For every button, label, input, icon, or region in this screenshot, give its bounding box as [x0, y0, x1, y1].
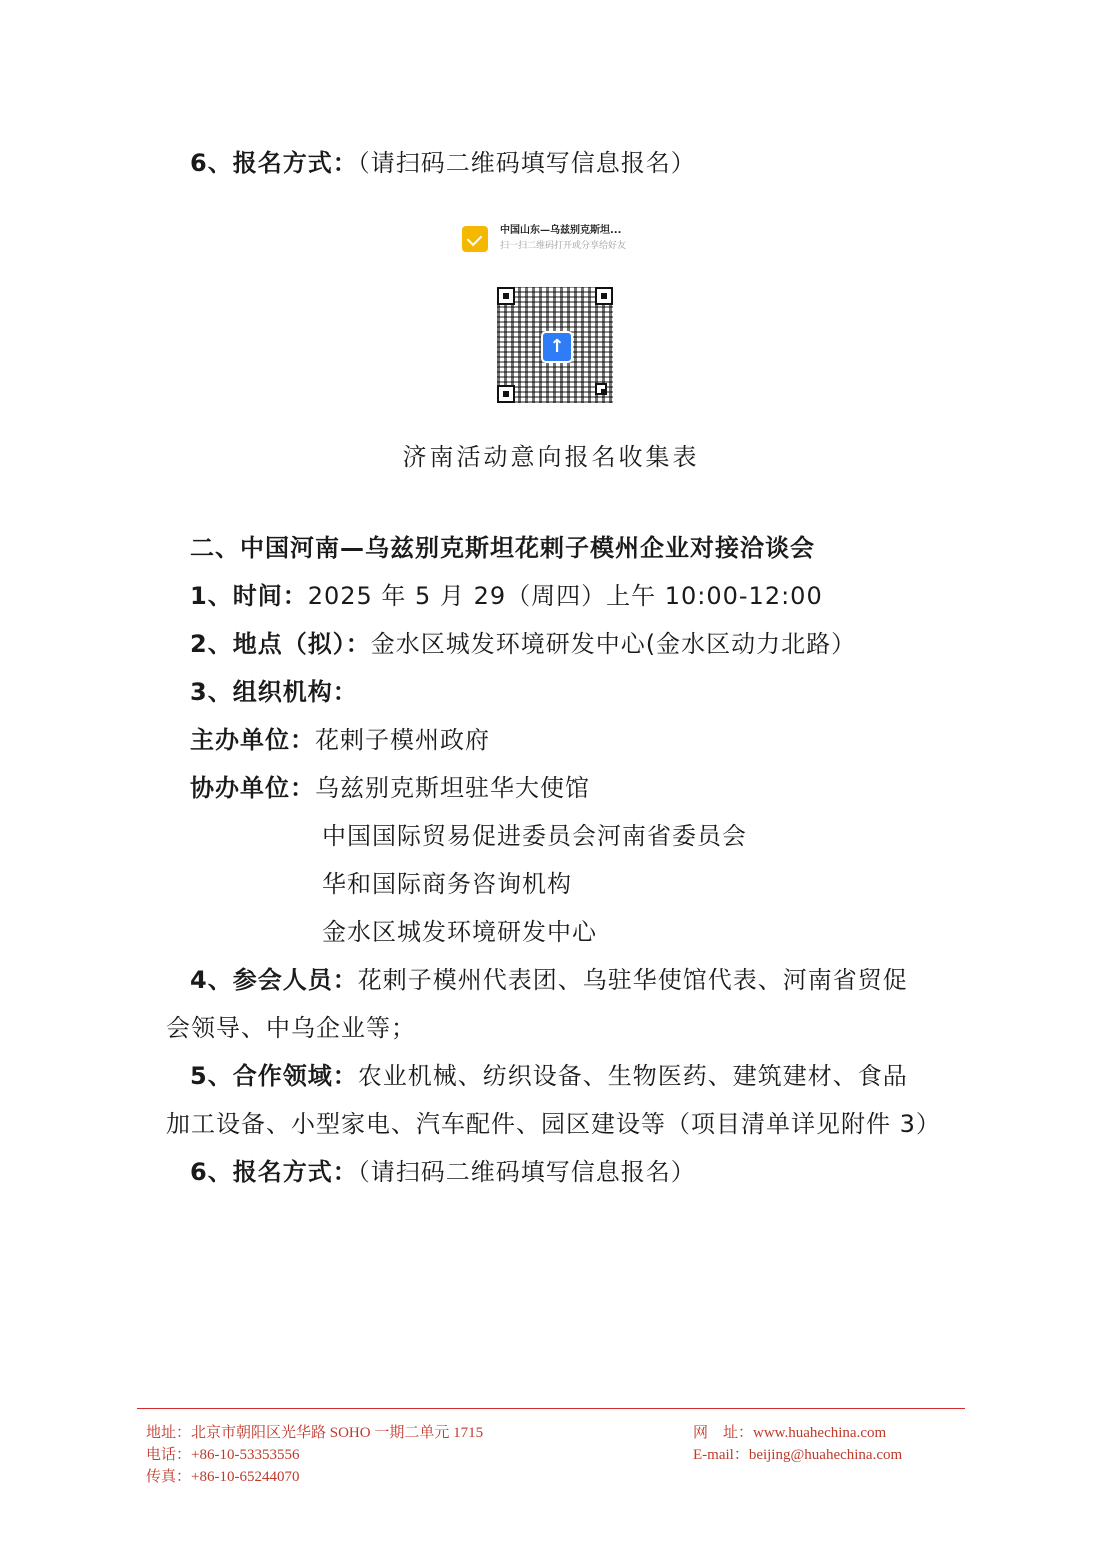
organization-label: 3、组织机构：	[190, 678, 358, 706]
footer-website[interactable]: 网 址：www.huahechina.com	[693, 1425, 887, 1441]
footer-phone: 电话：+86-10-53353556	[146, 1447, 300, 1463]
attendees-label: 4、参会人员：	[190, 966, 358, 994]
time-line	[190, 579, 823, 613]
signup-method-label: 6、报名方式：	[190, 149, 358, 177]
co-organizer-item: 金水区城发环境研发中心	[322, 918, 597, 946]
attendees-value: 花剌子模州代表团、乌驻华使馆代表、河南省贸促	[357, 966, 908, 994]
check-document-icon	[462, 226, 488, 252]
section-two-heading: 二、中国河南—乌兹别克斯坦花剌子模州企业对接洽谈会	[190, 534, 815, 562]
footer-address: 地址：北京市朝阳区光华路 SOHO 一期二单元 1715	[146, 1425, 484, 1441]
qr-finder-top-right	[595, 287, 613, 305]
host-label: 主办单位：	[190, 726, 315, 754]
footer-divider	[137, 1408, 965, 1409]
signup-method-line-2	[190, 1155, 696, 1189]
footer-fax: 传真：+86-10-65244070	[146, 1469, 300, 1485]
time-value: 2025 年 5 月 29（周四）上午 10:00-12:00	[307, 582, 823, 610]
qr-finder-bottom-left	[497, 385, 515, 403]
host-line	[190, 723, 490, 757]
fields-line-1	[190, 1059, 908, 1093]
place-value: 金水区城发环境研发中心(金水区动力北路）	[370, 630, 857, 658]
qr-card-header	[462, 224, 642, 254]
footer-email[interactable]: E-mail：beijing@huahechina.com	[693, 1447, 903, 1463]
signup-method-label: 6、报名方式：	[190, 1158, 358, 1186]
signup-method-value: （请扫码二维码填写信息报名）	[357, 1158, 696, 1186]
signup-method-value: （请扫码二维码填写信息报名）	[357, 149, 696, 177]
fields-label: 5、合作领域：	[190, 1062, 358, 1090]
qr-card-title: 中国山东—乌兹别克斯坦...	[500, 225, 622, 236]
co-organizer-line	[190, 771, 590, 805]
qr-finder-alignment	[595, 383, 607, 395]
time-label: 1、时间：	[190, 582, 308, 610]
qr-code-image[interactable]	[497, 287, 613, 403]
qr-finder-top-left	[497, 287, 515, 305]
place-line	[190, 627, 856, 661]
place-label: 2、地点（拟）：	[190, 630, 371, 658]
qr-caption: 济南活动意向报名收集表	[402, 443, 700, 471]
form-app-logo-icon: ↑	[541, 331, 573, 363]
attendees-line-2: 会领导、中乌企业等；	[166, 1014, 416, 1042]
co-organizer-label: 协办单位：	[190, 774, 315, 802]
qr-card-subtitle: 扫一扫二维码打开或分享给好友	[500, 241, 627, 251]
fields-line-2: 加工设备、小型家电、汽车配件、园区建设等（项目清单详见附件 3）	[166, 1110, 941, 1138]
fields-value: 农业机械、纺织设备、生物医药、建筑建材、食品	[357, 1062, 908, 1090]
signup-method-line-1	[190, 146, 696, 180]
attendees-line-1	[190, 963, 908, 997]
host-value: 花剌子模州政府	[315, 726, 490, 754]
co-organizer-item: 中国国际贸易促进委员会河南省委员会	[322, 822, 747, 850]
co-organizer-item: 华和国际商务咨询机构	[322, 870, 572, 898]
co-organizer-item: 乌兹别克斯坦驻华大使馆	[315, 774, 590, 802]
